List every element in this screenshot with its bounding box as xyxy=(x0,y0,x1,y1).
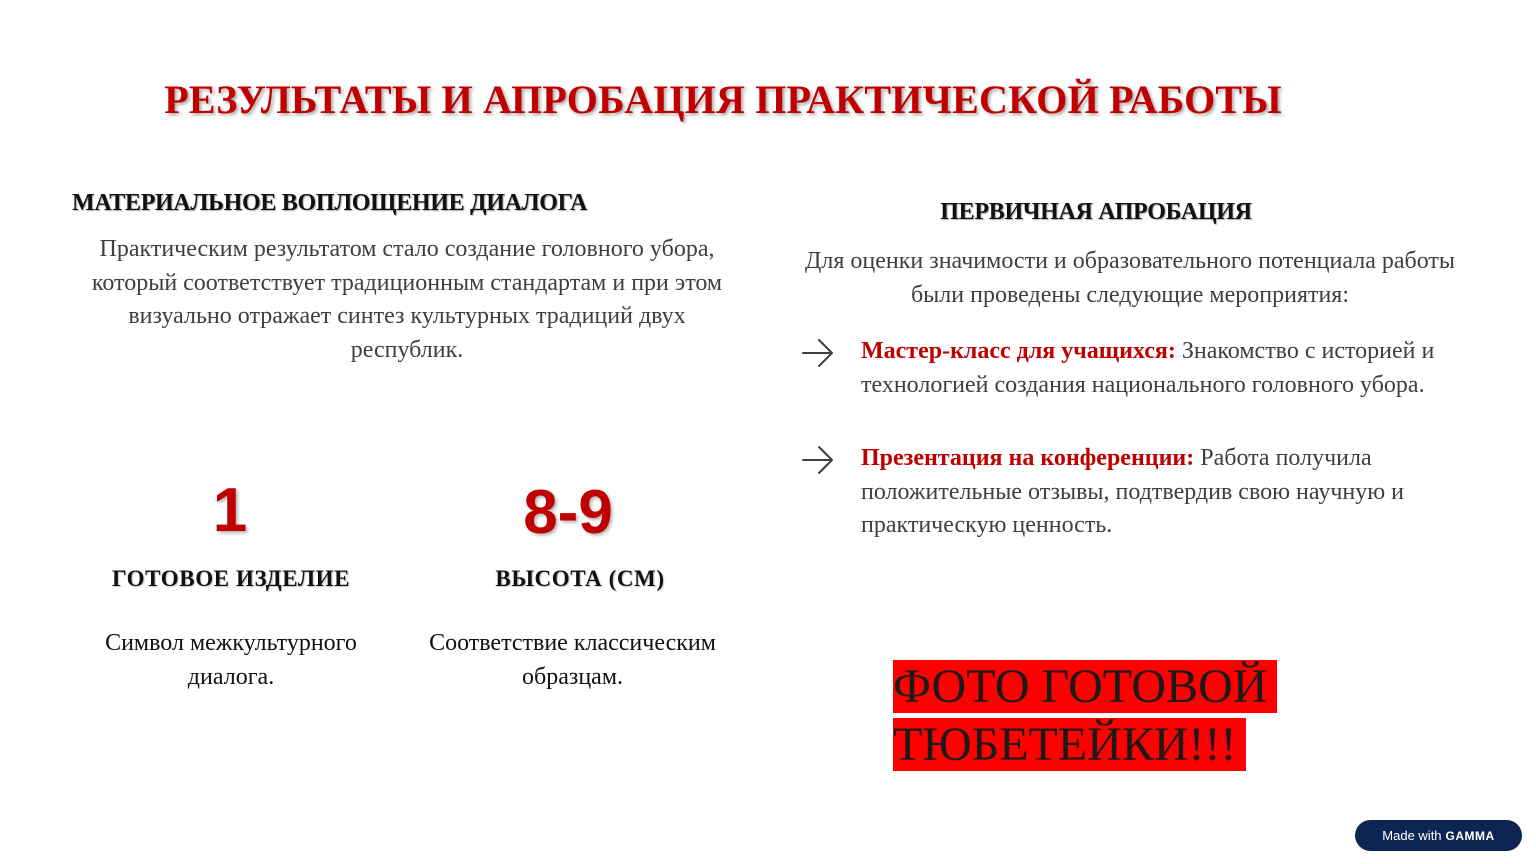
list-item-title: Мастер-класс для учащихся: xyxy=(861,338,1176,364)
right-section-heading: ПЕРВИЧНАЯ АПРОБАЦИЯ xyxy=(940,199,1252,225)
left-section-body: Практическим результатом стало создание головного убора, который соответствует традиционным стандартам и при этом визуально отражает синтез культурных традиций двух республик. xyxy=(91,236,723,363)
list-item-title: Презентация на конференции: xyxy=(861,445,1195,471)
list-item-text xyxy=(861,442,1451,543)
right-section-intro: Для оценки значимости и образовательного потенциала работы были проведены следующие мероприятия: xyxy=(804,248,1456,308)
badge-prefix: Made with xyxy=(1382,828,1442,843)
photo-placeholder-text: ФОТО ГОТОВОЙ ТЮБЕТЕЙКИ!!! xyxy=(893,660,1277,771)
list-item-description: Работа получила положительные отзывы, подтвердив свою научную и практическую ценность. xyxy=(861,445,1405,538)
arrow-right-icon xyxy=(800,335,836,371)
stat-label-height: ВЫСОТА (СМ) xyxy=(495,566,665,591)
photo-placeholder-note xyxy=(893,658,1313,774)
gamma-logo: GAMMA xyxy=(1445,828,1495,843)
made-with-gamma-badge[interactable] xyxy=(1355,820,1522,851)
stat-label-items: ГОТОВОЕ ИЗДЕЛИЕ xyxy=(111,566,351,591)
arrow-right-icon xyxy=(800,442,836,478)
stat-description-height: Соответствие классическим образцам. xyxy=(429,630,716,690)
list-item-text xyxy=(861,335,1451,402)
stat-description-items: Символ межкультурного диалога. xyxy=(105,630,357,690)
stat-value-items: 1 xyxy=(212,476,248,545)
slide-title: РЕЗУЛЬТАТЫ И АПРОБАЦИЯ ПРАКТИЧЕСКОЙ РАБОТЫ xyxy=(164,77,1282,122)
stat-value-height: 8-9 xyxy=(523,478,613,547)
list-item-description: Знакомство с историей и технологией создания национального головного убора. xyxy=(861,338,1435,398)
left-section-heading: МАТЕРИАЛЬНОЕ ВОПЛОЩЕНИЕ ДИАЛОГА xyxy=(72,190,587,216)
